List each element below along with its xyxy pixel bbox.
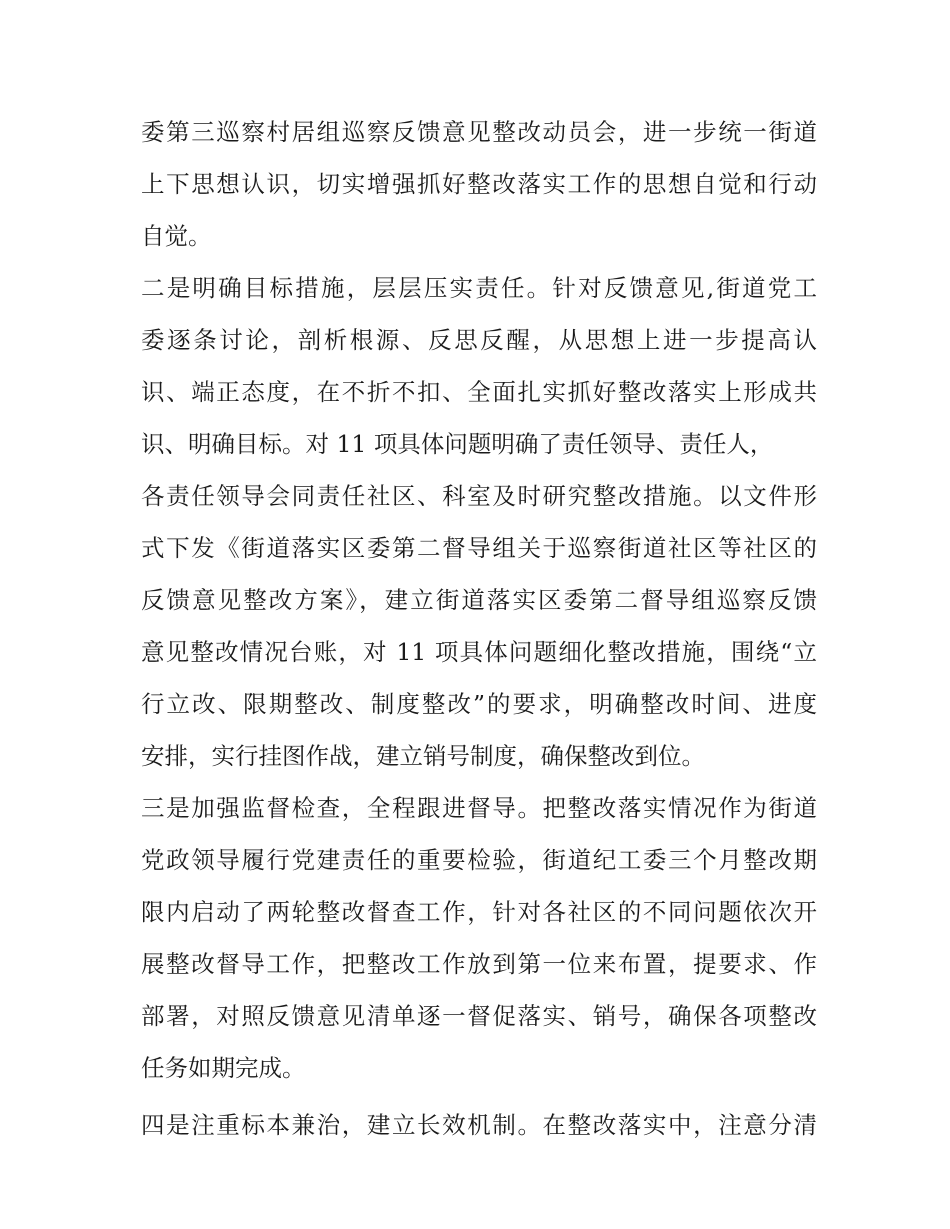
text-line: 式下发《街道落实区委第二督导组关于巡察街道社区等社区的 (141, 534, 817, 562)
text-line: 部署，对照反馈意见清单逐一督促落实、销号，确保各项整改 (141, 1002, 817, 1030)
text-line: 三是加强监督检查，全程跟进督导。把整改落实情况作为街道 (141, 794, 817, 822)
text-line: 党政领导履行党建责任的重要检验，街道纪工委三个月整改期 (141, 846, 817, 874)
text-line: 自觉。 (141, 222, 212, 250)
text-line: 各责任领导会同责任社区、科室及时研究整改措施。以文件形 (141, 482, 817, 510)
text-line: 识、明确目标。对 11 项具体问题明确了责任领导、责任人， (141, 430, 774, 458)
text-line: 任务如期完成。 (141, 1054, 306, 1082)
text-line: 四是注重标本兼治，建立长效机制。在整改落实中，注意分清 (141, 1111, 817, 1139)
text-line: 识、端正态度，在不折不扣、全面扎实抓好整改落实上形成共 (141, 378, 817, 406)
text-line: 行立改、限期整改、制度整改”的要求，明确整改时间、进度 (141, 690, 817, 718)
text-line: 反馈意见整改方案》，建立街道落实区委第二督导组巡察反馈 (141, 586, 817, 614)
body-text (141, 106, 817, 1151)
text-line: 展整改督导工作，把整改工作放到第一位来布置，提要求、作 (141, 950, 817, 978)
text-line: 安排，实行挂图作战，建立销号制度，确保整改到位。 (141, 742, 705, 770)
text-line: 二是明确目标措施，层层压实责任。针对反馈意见,街道党工 (141, 274, 817, 302)
text-line: 限内启动了两轮整改督查工作，针对各社区的不同问题依次开 (141, 898, 817, 926)
text-line: 意见整改情况台账，对 11 项具体问题细化整改措施，围绕“立 (141, 638, 817, 666)
text-line: 上下思想认识，切实增强抓好整改落实工作的思想自觉和行动 (141, 170, 817, 198)
text-line: 委逐条讨论，剖析根源、反思反醒，从思想上进一步提高认 (141, 326, 817, 354)
text-line: 委第三巡察村居组巡察反馈意见整改动员会，进一步统一街道 (141, 118, 817, 146)
